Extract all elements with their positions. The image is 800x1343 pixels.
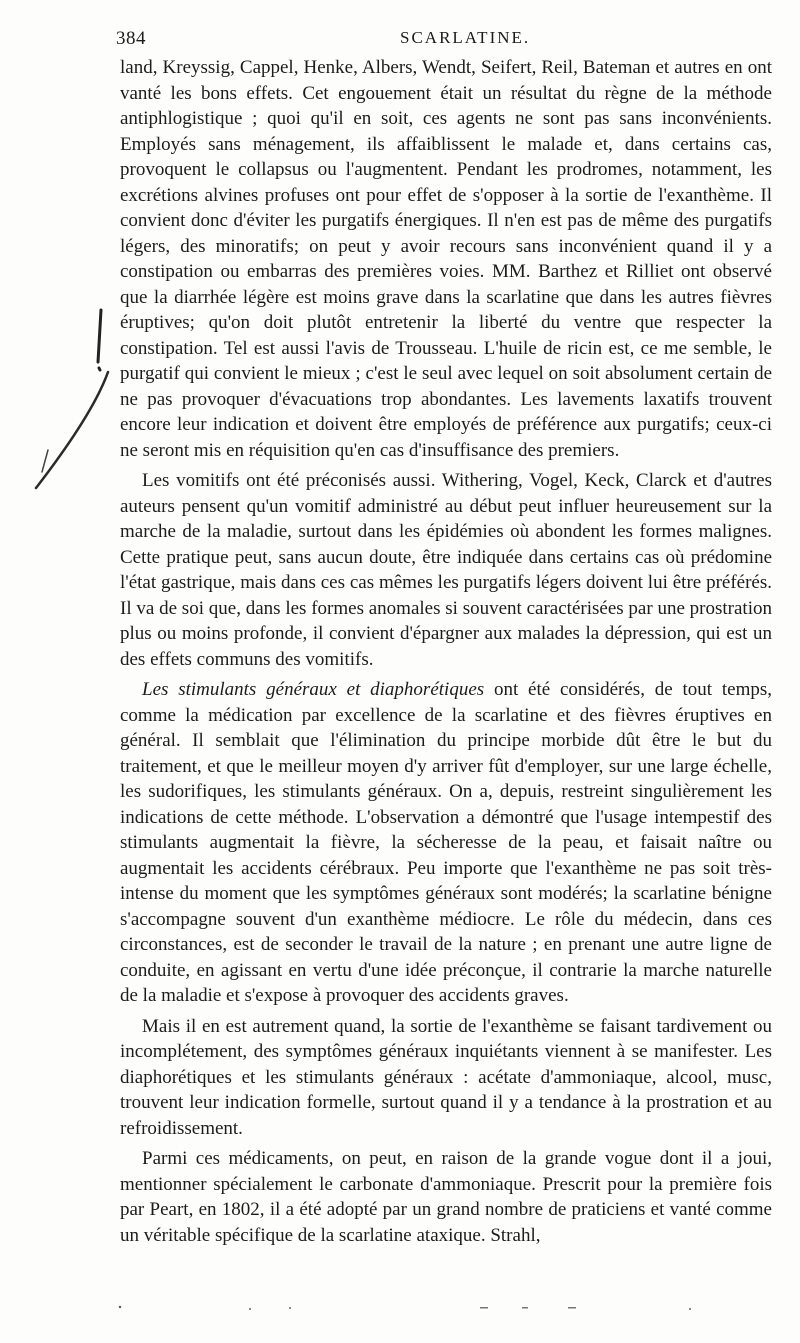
- paragraph: [120, 677, 772, 1009]
- paragraph-text: land, Kreyssig, Cappel, Henke, Albers, Wendt, Seifert, Reil, Bateman et autres en ont vanté les bons effets. Cet engouement était un résultat du règne de la méthode antiphlogistique ; quoi qu'il en soit, ces agents ne sont pas sans inconvénients. Employés sans ménagement, ils affaiblissent le malade et, dans certains cas, provoquent le collapsus ou l'augmentent. Pendant les prodromes, notamment, les excrétions alvines profuses ont pour effet de s'opposer à la sortie de l'exanthème. Il convient donc d'éviter les purgatifs énergiques. Il n'en est pas de même des purgatifs légers, des minoratifs; on peut y avoir recours sans inconvénient quand il y a constipation ou embarras des premières voies. MM. Barthez et Rilliet ont observé que la diarrhée légère est moins grave dans la scarlatine que dans les autres fièvres éruptives; qu'on doit plutôt entretenir la liberté du ventre que respecter la constipation. Tel est aussi l'avis de Trousseau. L'huile de ricin est, ce me semble, le purgatif qui convient le mieux ; c'est le seul avec lequel on soit absolument certain de ne pas provoquer d'évacuations trop abondantes. Les lavements laxatifs trouvent encore leur indication et doivent être employés de préférence aux purgatifs; ceux-ci ne seront mis en réquisition qu'en cas d'insuffisance des premiers.: [120, 57, 772, 461]
- body-text: [120, 55, 772, 1248]
- paragraph-text: Parmi ces médicaments, on peut, en raison de la grande vogue dont il a joui, mentionner spécialement le carbonate d'ammoniaque. Prescrit pour la première fois par Peart, en 1802, il a été adopté par un grand nombre de praticiens et vanté comme un véritable spécifique de la scarlatine ataxique. Strahl,: [120, 1148, 772, 1246]
- paragraph-text: ont été considérés, de tout temps, comme la médication par excellence de la scarlatine et des fièvres éruptives en général. Il semblait que l'élimination du principe morbide dût être le but du traitement, et que le meilleur moyen d'y arriver fût d'employer, sur une large échelle, les sudorifiques, les stimulants généraux. On a, depuis, restreint singulièrement les indications de cette méthode. L'observation a démontré que l'usage intempestif des stimulants augmentait la fièvre, la sécheresse de la peau, et faisait naître ou augmentait les accidents cérébraux. Peu importe que l'exanthème ne pas soit très-intense du moment que les symptômes généraux sont modérés; la scarlatine bénigne s'accompagne souvent d'un exanthème médiocre. Le rôle du médecin, dans ces circonstances, est de seconder le travail de la nature ; en prenant une autre ligne de conduite, en agissant en vertu d'une idée préconçue, il contrarie la marche naturelle de la maladie et s'expose à provoquer des accidents graves.: [120, 679, 772, 1006]
- paragraph: [120, 468, 772, 672]
- page-number: 384: [116, 28, 146, 49]
- page-header: [116, 22, 770, 52]
- paragraph: [120, 1014, 772, 1142]
- paragraph-text: Les vomitifs ont été préconisés aussi. Withering, Vogel, Keck, Clarck et d'autres auteurs pensent qu'un vomitif administré au début peut influer heureusement sur la marche de la maladie, surtout dans les épidémies où abondent les formes malignes. Cette pratique peut, sans aucun doute, être indiquée dans certains cas où prédomine l'état gastrique, mais dans ces cas mêmes les purgatifs légers doivent lui être préférés. Il va de soi que, dans les formes anomales si souvent caractérisées par une prostration plus ou moins profonde, il convient d'épargner aux malades la dépression, qui est un des effets communs des vomitifs.: [120, 470, 772, 670]
- italic-heading: Les stimulants généraux et diaphorétiques: [142, 679, 485, 700]
- running-head: SCARLATINE.: [400, 28, 531, 47]
- print-specks: [0, 1295, 800, 1325]
- pencil-margin-mark: [28, 300, 118, 500]
- paragraph: [120, 55, 772, 463]
- paragraph: [120, 1146, 772, 1248]
- paragraph-text: Mais il en est autrement quand, la sortie de l'exanthème se faisant tardivement ou incomplétement, des symptômes généraux inquiétants viennent à se manifester. Les diaphorétiques et les stimulants généraux : acétate d'ammoniaque, alcool, musc, trouvent leur indication formelle, surtout quand il y a tendance à la prostration et au refroidissement.: [120, 1015, 772, 1139]
